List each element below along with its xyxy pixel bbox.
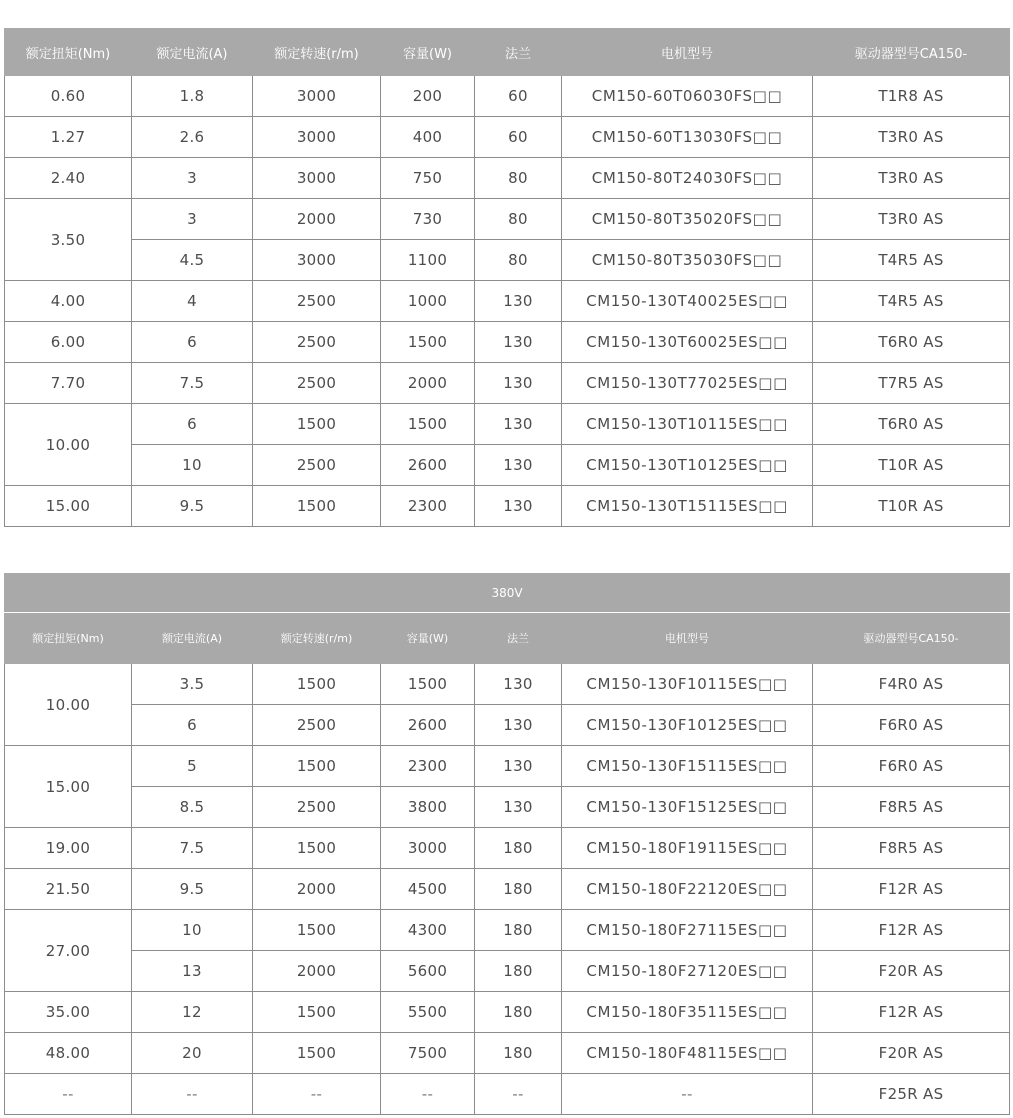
col-header-flange: 法兰 — [475, 613, 562, 664]
col-header-speed: 额定转速(r/m) — [253, 29, 381, 76]
torque-cell: 15.00 — [5, 746, 132, 828]
flange-cell: 130 — [475, 664, 562, 705]
flange-cell: 180 — [475, 951, 562, 992]
motor-model-cell: CM150-180F48115ES□□ — [562, 1033, 813, 1074]
motor-model-cell: CM150-180F22120ES□□ — [562, 869, 813, 910]
speed-cell: 2500 — [253, 705, 381, 746]
capacity-cell: 2300 — [381, 486, 475, 527]
capacity-cell: 4500 — [381, 869, 475, 910]
driver-model-cell: T6R0 AS — [813, 404, 1010, 445]
current-cell: 3 — [132, 158, 253, 199]
current-cell: 5 — [132, 746, 253, 787]
flange-cell: 80 — [475, 240, 562, 281]
speed-cell: 1500 — [253, 404, 381, 445]
torque-cell: 7.70 — [5, 363, 132, 404]
table-row — [5, 117, 1010, 158]
table-row — [5, 486, 1010, 527]
flange-cell: 180 — [475, 828, 562, 869]
current-cell: 1.8 — [132, 76, 253, 117]
current-cell: 9.5 — [132, 869, 253, 910]
torque-cell: 21.50 — [5, 869, 132, 910]
col-header-torque: 额定扭矩(Nm) — [5, 29, 132, 76]
flange-cell: 80 — [475, 199, 562, 240]
driver-model-cell: T3R0 AS — [813, 117, 1010, 158]
table-row — [5, 158, 1010, 199]
capacity-cell: 2600 — [381, 705, 475, 746]
spec-table-380v — [4, 573, 1010, 1115]
driver-model-cell: T3R0 AS — [813, 199, 1010, 240]
speed-cell: 2000 — [253, 869, 381, 910]
speed-cell: 1500 — [253, 910, 381, 951]
capacity-cell: 1100 — [381, 240, 475, 281]
table-row — [5, 705, 1010, 746]
flange-cell: 60 — [475, 117, 562, 158]
current-cell: 2.6 — [132, 117, 253, 158]
current-cell: 3.5 — [132, 664, 253, 705]
flange-cell: 130 — [475, 705, 562, 746]
speed-cell: 2500 — [253, 281, 381, 322]
torque-cell: 10.00 — [5, 664, 132, 746]
driver-model-cell: F25R AS — [813, 1074, 1010, 1115]
driver-model-cell: F12R AS — [813, 869, 1010, 910]
col-header-driver-model: 驱动器型号CA150- — [813, 29, 1010, 76]
current-cell: 10 — [132, 445, 253, 486]
motor-model-cell: CM150-60T06030FS□□ — [562, 76, 813, 117]
motor-model-cell: CM150-130F15115ES□□ — [562, 746, 813, 787]
table-row — [5, 281, 1010, 322]
speed-cell: 1500 — [253, 664, 381, 705]
driver-model-cell: F8R5 AS — [813, 828, 1010, 869]
col-header-flange: 法兰 — [475, 29, 562, 76]
motor-model-cell: CM150-130T40025ES□□ — [562, 281, 813, 322]
table-row — [5, 1074, 1010, 1115]
speed-cell: 2500 — [253, 363, 381, 404]
driver-model-cell: T4R5 AS — [813, 281, 1010, 322]
table-row — [5, 76, 1010, 117]
capacity-cell: -- — [381, 1074, 475, 1115]
flange-cell: 130 — [475, 787, 562, 828]
col-header-capacity: 容量(W) — [381, 29, 475, 76]
torque-cell: 15.00 — [5, 486, 132, 527]
driver-model-cell: F20R AS — [813, 951, 1010, 992]
driver-model-cell: F6R0 AS — [813, 705, 1010, 746]
capacity-cell: 1500 — [381, 404, 475, 445]
speed-cell: 3000 — [253, 76, 381, 117]
speed-cell: -- — [253, 1074, 381, 1115]
capacity-cell: 750 — [381, 158, 475, 199]
speed-cell: 2500 — [253, 445, 381, 486]
speed-cell: 3000 — [253, 117, 381, 158]
flange-cell: 130 — [475, 404, 562, 445]
motor-model-cell: CM150-80T35030FS□□ — [562, 240, 813, 281]
torque-cell: 0.60 — [5, 76, 132, 117]
table-row — [5, 1033, 1010, 1074]
table-row — [5, 869, 1010, 910]
table-row — [5, 404, 1010, 445]
speed-cell: 2500 — [253, 787, 381, 828]
table-row — [5, 828, 1010, 869]
current-cell: 8.5 — [132, 787, 253, 828]
flange-cell: 180 — [475, 992, 562, 1033]
table-row — [5, 322, 1010, 363]
capacity-cell: 200 — [381, 76, 475, 117]
speed-cell: 1500 — [253, 828, 381, 869]
speed-cell: 3000 — [253, 158, 381, 199]
col-header-motor-model: 电机型号 — [562, 613, 813, 664]
table-row — [5, 664, 1010, 705]
motor-model-cell: CM150-130T77025ES□□ — [562, 363, 813, 404]
current-cell: -- — [132, 1074, 253, 1115]
torque-cell: 6.00 — [5, 322, 132, 363]
speed-cell: 1500 — [253, 486, 381, 527]
capacity-cell: 1000 — [381, 281, 475, 322]
table-row — [5, 746, 1010, 787]
driver-model-cell: F4R0 AS — [813, 664, 1010, 705]
flange-cell: 180 — [475, 1033, 562, 1074]
motor-model-cell: CM150-130T15115ES□□ — [562, 486, 813, 527]
table-row — [5, 240, 1010, 281]
capacity-cell: 3000 — [381, 828, 475, 869]
speed-cell: 3000 — [253, 240, 381, 281]
motor-model-cell: CM150-80T24030FS□□ — [562, 158, 813, 199]
driver-model-cell: T7R5 AS — [813, 363, 1010, 404]
motor-model-cell: CM150-180F27115ES□□ — [562, 910, 813, 951]
driver-model-cell: F8R5 AS — [813, 787, 1010, 828]
current-cell: 6 — [132, 705, 253, 746]
spec-table-1 — [4, 28, 1010, 527]
driver-model-cell: T1R8 AS — [813, 76, 1010, 117]
flange-cell: 80 — [475, 158, 562, 199]
torque-cell: 2.40 — [5, 158, 132, 199]
torque-cell: 4.00 — [5, 281, 132, 322]
table-header-row — [5, 29, 1010, 76]
flange-cell: 130 — [475, 445, 562, 486]
col-header-torque: 额定扭矩(Nm) — [5, 613, 132, 664]
motor-model-cell: -- — [562, 1074, 813, 1115]
speed-cell: 2000 — [253, 951, 381, 992]
driver-model-cell: T10R AS — [813, 486, 1010, 527]
flange-cell: 60 — [475, 76, 562, 117]
capacity-cell: 7500 — [381, 1033, 475, 1074]
flange-cell: 130 — [475, 281, 562, 322]
torque-cell: -- — [5, 1074, 132, 1115]
motor-model-cell: CM150-180F19115ES□□ — [562, 828, 813, 869]
flange-cell: 180 — [475, 910, 562, 951]
col-header-capacity: 容量(W) — [381, 613, 475, 664]
torque-cell: 10.00 — [5, 404, 132, 486]
speed-cell: 1500 — [253, 1033, 381, 1074]
table-row — [5, 363, 1010, 404]
current-cell: 7.5 — [132, 363, 253, 404]
motor-model-cell: CM150-130T10115ES□□ — [562, 404, 813, 445]
capacity-cell: 5500 — [381, 992, 475, 1033]
motor-model-cell: CM150-130F15125ES□□ — [562, 787, 813, 828]
table-row — [5, 951, 1010, 992]
current-cell: 6 — [132, 322, 253, 363]
col-header-speed: 额定转速(r/m) — [253, 613, 381, 664]
table-row — [5, 445, 1010, 486]
driver-model-cell: F20R AS — [813, 1033, 1010, 1074]
flange-cell: -- — [475, 1074, 562, 1115]
motor-model-cell: CM150-130F10125ES□□ — [562, 705, 813, 746]
current-cell: 9.5 — [132, 486, 253, 527]
table-row — [5, 992, 1010, 1033]
driver-model-cell: T6R0 AS — [813, 322, 1010, 363]
current-cell: 4 — [132, 281, 253, 322]
current-cell: 12 — [132, 992, 253, 1033]
current-cell: 7.5 — [132, 828, 253, 869]
motor-model-cell: CM150-180F27120ES□□ — [562, 951, 813, 992]
capacity-cell: 400 — [381, 117, 475, 158]
torque-cell: 3.50 — [5, 199, 132, 281]
driver-model-cell: F6R0 AS — [813, 746, 1010, 787]
motor-model-cell: CM150-130T10125ES□□ — [562, 445, 813, 486]
motor-model-cell: CM150-130F10115ES□□ — [562, 664, 813, 705]
capacity-cell: 1500 — [381, 664, 475, 705]
capacity-cell: 2600 — [381, 445, 475, 486]
torque-cell: 35.00 — [5, 992, 132, 1033]
voltage-band: 380V — [5, 574, 1010, 613]
table-row — [5, 199, 1010, 240]
motor-model-cell: CM150-60T13030FS□□ — [562, 117, 813, 158]
torque-cell: 1.27 — [5, 117, 132, 158]
capacity-cell: 2000 — [381, 363, 475, 404]
speed-cell: 1500 — [253, 992, 381, 1033]
current-cell: 20 — [132, 1033, 253, 1074]
driver-model-cell: T10R AS — [813, 445, 1010, 486]
table-header-row — [5, 613, 1010, 664]
motor-model-cell: CM150-80T35020FS□□ — [562, 199, 813, 240]
torque-cell: 48.00 — [5, 1033, 132, 1074]
flange-cell: 130 — [475, 746, 562, 787]
flange-cell: 130 — [475, 322, 562, 363]
torque-cell: 19.00 — [5, 828, 132, 869]
current-cell: 10 — [132, 910, 253, 951]
voltage-band-row — [5, 574, 1010, 613]
capacity-cell: 730 — [381, 199, 475, 240]
table-row — [5, 910, 1010, 951]
flange-cell: 130 — [475, 363, 562, 404]
col-header-current: 额定电流(A) — [132, 613, 253, 664]
speed-cell: 1500 — [253, 746, 381, 787]
motor-model-cell: CM150-130T60025ES□□ — [562, 322, 813, 363]
motor-model-cell: CM150-180F35115ES□□ — [562, 992, 813, 1033]
current-cell: 13 — [132, 951, 253, 992]
col-header-motor-model: 电机型号 — [562, 29, 813, 76]
current-cell: 4.5 — [132, 240, 253, 281]
driver-model-cell: T4R5 AS — [813, 240, 1010, 281]
speed-cell: 2000 — [253, 199, 381, 240]
capacity-cell: 4300 — [381, 910, 475, 951]
capacity-cell: 2300 — [381, 746, 475, 787]
flange-cell: 130 — [475, 486, 562, 527]
capacity-cell: 3800 — [381, 787, 475, 828]
capacity-cell: 5600 — [381, 951, 475, 992]
current-cell: 6 — [132, 404, 253, 445]
flange-cell: 180 — [475, 869, 562, 910]
table-row — [5, 787, 1010, 828]
col-header-driver-model: 驱动器型号CA150- — [813, 613, 1010, 664]
current-cell: 3 — [132, 199, 253, 240]
speed-cell: 2500 — [253, 322, 381, 363]
driver-model-cell: T3R0 AS — [813, 158, 1010, 199]
driver-model-cell: F12R AS — [813, 910, 1010, 951]
driver-model-cell: F12R AS — [813, 992, 1010, 1033]
col-header-current: 额定电流(A) — [132, 29, 253, 76]
torque-cell: 27.00 — [5, 910, 132, 992]
capacity-cell: 1500 — [381, 322, 475, 363]
